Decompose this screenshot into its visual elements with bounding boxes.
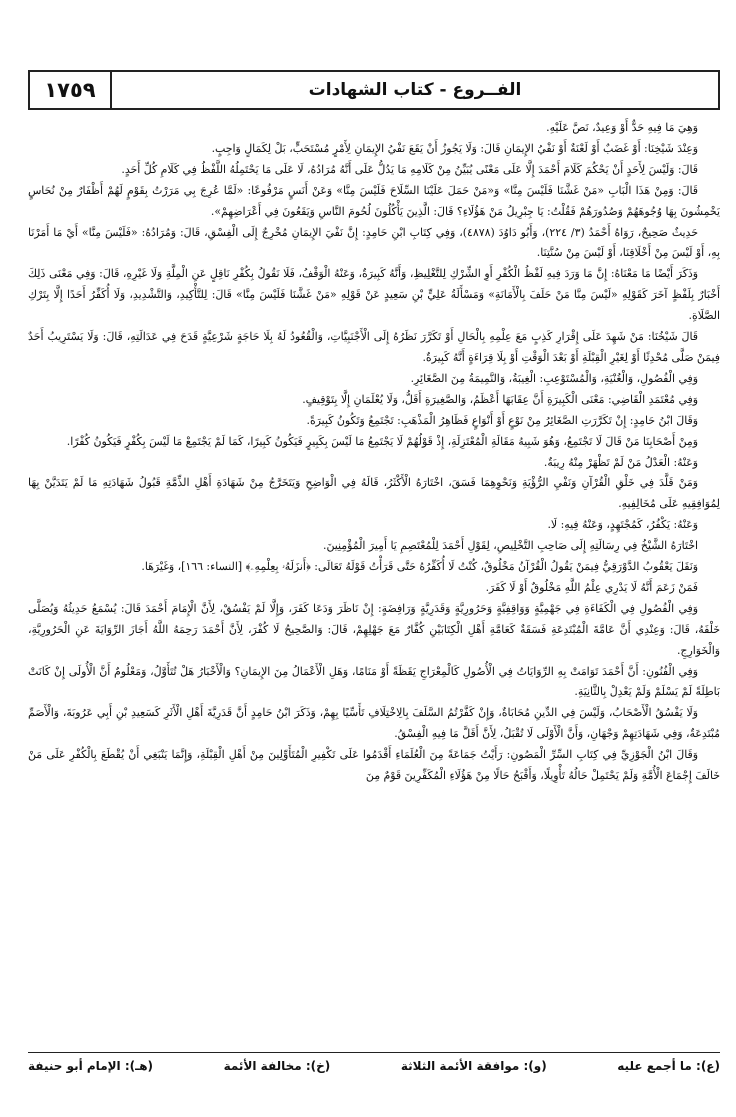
legend-disagreement: (خ): مخالفة الأئمة	[223, 1059, 331, 1073]
paragraph: اخْتَارَهُ الشَّيْخُ فِي رِسَالَتِهِ إِلَى صَاحِبِ التَّخْلِيصِ، لِقَوْلِ أَحْمَدَ لِلْمُعْتَصِمِ يَا أَمِيرَ الْمُؤْمِنِينَ.	[322, 539, 698, 553]
paragraph: وَعِنْدَ شَيْخِنَا: أَوْ غَضَبٌ أَوْ لَعْنَةٌ أَوْ نَفْيُ الإِيمَانِ قَالَ: وَلَا يَجُوزُ أَنْ يَقَعَ نَفْيُ الإِيمَانِ لِأَمْرٍ مُسْتَحَبٍّ، بَلْ لِكَمَالٍ وَاجِبٍ.	[211, 141, 698, 155]
paragraph: وَفِي الْفُصُولِ فِي الْكَفَاءَةِ فِي جَهْمِيَّةٍ وَوَاقِفِيَّةٍ وَحَرُورِيَّةٍ وَقَدَرِيَّةٍ وَرَافِضَةٍ: إِنْ نَاظَرَ وَدَعَا كَفَرَ، وَإِلَّا لَمْ يَفْسُقْ، لِأَنَّ الْإِمَامَ أَحْمَدَ قَالَ: يُسْمَعُ حَدِيثُهُ وَيُصَلَّى خَلْفَهُ، قَالَ: وَعِنْدِي أَنَّ عَامَّةَ الْمُبْتَدِعَةِ فَسَقَةٌ كَعَامَّةِ أَهْلِ الْكِتَابَيْنِ كُفَّارٌ مَعَ جَهْلِهِمْ، قَالَ: وَالصَّحِيحُ لَا كُفْرَ، لِأَنَّ أَحْمَدَ رَحِمَهُ اللَّهُ أَجَازَ الرِّوَايَةَ عَنِ الْحَرُورِيَّةِ، وَالْخَوَارِجِ.	[28, 601, 720, 657]
footer-legend	[28, 1059, 720, 1081]
running-title: الفــروع - كتاب الشهادات	[308, 80, 522, 100]
paragraph: قَالَ: وَلَيْسَ لِأَحَدٍ أَنْ يَحْكُمَ كَلَامَ أَحْمَدَ إِلَّا عَلَى مَعْنًى يُبَيِّنُ مِنْ كَلَامِهِ مَا يَدُلُّ عَلَى أَنَّهُ مُرَادُهُ، لَا عَلَى مَا يَحْتَمِلُهُ اللَّفْظُ فِي كَلَامِ كُلِّ أَحَدٍ.	[121, 162, 698, 176]
paragraph: وَقَالَ ابْنُ الْجَوْزِيِّ فِي كِتَابِ السِّرِّ الْمَصُونِ: رَأَيْتُ جَمَاعَةً مِنَ الْعُلَمَاءِ أَقْدَمُوا عَلَى تَكْفِيرِ الْمُتَأَوِّلِينَ مِنْ أَهْلِ الْقِبْلَةِ، وَإِنَّمَا يَنْبَغِي أَنْ يُقْطَعَ بِالْكُفْرِ عَلَى مَنْ خَالَفَ إِجْمَاعَ الْأُمَّةِ وَلَمْ يَحْتَمِلْ حَالُهُ تَأْوِيلًا، وَأَقْبَحُ حَالًا مِنْ هَؤُلَاءِ الْمُكَفِّرِينَ قَوْمٌ مِنَ	[28, 748, 720, 783]
paragraph: وَمَنْ قَلَّدَ فِي خَلْقِ الْقُرْآنِ وَنَفْيِ الرُّؤْيَةِ وَنَحْوِهِمَا فَسَقَ، اخْتَارَهُ الْأَكْثَرُ، قَالَهُ فِي الْوَاضِحِ وَيَتَخَرَّجُ مِنْ شَهَادَةِ أَهْلِ الذِّمَّةِ قَبُولُ شَهَادَتِهِ مَا لَمْ يَتَدَيَّنْ بِهَا لِمُوَافِقِيهِ عَلَى مُخَالِفِيهِ.	[28, 476, 720, 511]
paragraph: وَنَقَلَ يَعْقُوبُ الدَّوْرَقِيُّ فِيمَنْ يَقُولُ الْقُرْآنُ مَخْلُوقٌ، كُنْتُ لَا أُكَفِّرُهُ حَتَّى قَرَأْتُ قَوْلَهُ تَعَالَى: ﴿أَنزَلَهُۥ بِعِلْمِهِۦ﴾ [النساء: ١٦٦]، وَغَيْرَهَا.	[141, 560, 698, 574]
paragraph: وَفِي الْفُصُولِ، وَالْغُنْيَةِ، وَالْمُسْتَوْعِبِ: الْغِيبَةُ، وَالنَّمِيمَةُ مِنَ الصَّغَائِرِ.	[410, 371, 698, 385]
legend-consensus: (ع): ما أجمع عليه	[617, 1059, 720, 1073]
paragraph: وَفِي الْفُنُونِ: أَنَّ أَحْمَدَ تَوَامَتْ بِهِ الرِّوَايَاتُ فِي الْأُصُولِ كَالْمِعْرَاجِ يَقَظَةً أَوْ مَنَامًا، وَهَلِ الْأَعْمَالُ مِنَ الإِيمَانِ؟ وَالْأَخْبَارُ هَلْ تُتَأَوَّلُ، وَمَعْلُومٌ أَنَّ الْأُولَى إِنْ كَانَتْ بَاطِلَةً لَمْ يَسْلَمْ وَلَمْ يَعْدِلْ بِالثَّانِيَةِ.	[28, 664, 720, 699]
main-text	[28, 118, 720, 1034]
footer-divider	[28, 1052, 720, 1053]
page-header	[28, 70, 720, 110]
paragraph: وَهِيَ مَا فِيهِ حَدٌّ أَوْ وَعِيدٌ، نَصَّ عَلَيْهِ.	[546, 121, 698, 134]
paragraph: وَلَا يَفْسُقُ الْأَصْحَابُ، وَلَيْسَ فِي الدِّينِ مُحَابَاةٌ، وَإِنْ كَفَّرْتُمُ السَّلَفَ بِالِاخْتِلَافِ تَأَسِّيًا بِهِمْ، وَذَكَرَ ابْنُ حَامِدٍ أَنَّ قَدَرِيَّةَ أَهْلِ الْأَثَرِ كَسَعِيدِ بْنِ أَبِي عَرُوبَةَ، وَالْأَصَمِّ مُبْتَدِعَةٌ، وَفِي شَهَادَتِهِمْ وَجْهَانِ، وَأَنَّ الْأَوْلَى لَا تُقْبَلُ، لِأَنَّ أَقَلَّ مَا فِيهِ الْفِسْقُ.	[28, 706, 720, 741]
paragraph: وَقَالَ ابْنُ حَامِدٍ: إِنْ تَكَرَّرَتِ الصَّغَائِرُ مِنْ نَوْعٍ أَوْ أَنْوَاعٍ فَظَاهِرُ الْمَذْهَبِ: تَجْتَمِعُ وَتَكُونُ كَبِيرَةً.	[306, 413, 698, 427]
paragraph: قَالَ: وَمِنْ هَذَا الْبَابِ «مَنْ غَشَّنَا فَلَيْسَ مِنَّا» وَ«مَنْ حَمَلَ عَلَيْنَا السِّلَاحَ فَلَيْسَ مِنَّا» وَعَنْ أَنَسٍ مَرْفُوعًا: «لَمَّا عُرِجَ بِي مَرَرْتُ بِقَوْمٍ لَهُمْ أَظْفَارٌ مِنْ نُحَاسٍ يَخْمِشُونَ بِهَا وُجُوهَهُمْ وَصُدُورَهُمْ فَقُلْتُ: يَا جِبْرِيلُ مَنْ هَؤُلَاءِ؟ قَالَ: الَّذِينَ يَأْكُلُونَ لُحُومَ النَّاسِ وَيَقَعُونَ فِي أَعْرَاضِهِمْ».	[28, 183, 720, 218]
legend-three-imams: (و): موافقة الأئمة الثلاثة	[400, 1059, 547, 1073]
paragraph: وَعَنْهُ: الْعَدْلُ مَنْ لَمْ تَظْهَرْ مِنْهُ رِيبَةٌ.	[543, 455, 698, 469]
paragraph: وَمِنْ أَصْحَابِنَا مَنْ قَالَ لَا تَجْتَمِعُ، وَهُوَ شَبِيهُ مَقَالَةِ الْمُعْتَزِلَةِ، إِذْ قَوْلُهُمْ لَا يَجْتَمِعُ مَا لَيْسَ بِكَبِيرٍ فَيَكُونُ كَبِيرًا، كَمَا لَمْ يَجْتَمِعْ مَا لَيْسَ بِكُفْرٍ فَيَكُونُ كُفْرًا.	[66, 434, 698, 448]
page-number: ١٧٥٩	[30, 72, 112, 108]
legend-abu-hanifa: (هـ): الإمام أبو حنيفة	[28, 1059, 154, 1073]
paragraph: وَفِي مُعْتَمَدِ الْقَاضِي: مَعْنَى الْكَبِيرَةِ أَنَّ عِقَابَهَا أَعْظَمُ، وَالصَّغِيرَةِ أَقَلُّ، وَلَا يُعْلَمَانِ إِلَّا بِتَوْقِيفٍ.	[302, 392, 698, 406]
paragraph: حَدِيثٌ صَحِيحٌ، رَوَاهُ أَحْمَدُ (٣/ ٢٢٤)، وَأَبُو دَاوُدَ (٤٨٧٨)، وَفِي كِتَابِ ابْنِ حَامِدٍ: إِنَّ نَفْيَ الإِيمَانِ مُخْرِجٌ إِلَى الْفِسْقِ، قَالَ: وَمُرَادُهُ: «فَلَيْسَ مِنَّا» أَيْ مَا أَمَرْنَا بِهِ، أَوْ لَيْسَ مِنْ أَخْلَاقِنَا، أَوْ لَيْسَ مِنْ سُنَّتِنَا.	[28, 225, 720, 260]
paragraph: قَالَ شَيْخُنَا: مَنْ شَهِدَ عَلَى إِقْرَارِ كَذِبٍ مَعَ عِلْمِهِ بِالْحَالِ أَوْ تَكَرَّرَ نَظَرُهُ إِلَى الْأَجْنَبِيَّاتِ، وَالْقُعُودُ لَهُ بِلَا حَاجَةٍ شَرْعِيَّةٍ قَدَحَ فِي عَدَالَتِهِ، قَالَ: وَلَا يَسْتَرِيبُ أَحَدٌ فِيمَنْ صَلَّى مُحْدِثًا أَوْ لِغَيْرِ الْقِبْلَةِ أَوْ بَعْدَ الْوَقْتِ أَوْ بِلَا قِرَاءَةٍ أَنَّهُ كَبِيرَةٌ.	[28, 330, 720, 364]
paragraph: وَعَنْهُ: يَكْفُرُ، كَمُجْتَهِدٍ، وَعَنْهُ فِيهِ: لَا.	[547, 518, 698, 532]
paragraph: فَمَنْ زَعَمَ أَنَّهُ لَا يَدْرِي عِلْمُ اللَّهِ مَخْلُوقٌ أَوْ لَا كَفَرَ.	[485, 580, 698, 594]
paragraph: وَذَكَرَ أَيْضًا مَا مَعْنَاهُ: إِنَّ مَا وَرَدَ فِيهِ لَفْظُ الْكُفْرِ أَوِ الشِّرْكِ لِلتَّغْلِيظِ، وَأَنَّهُ كَبِيرَةٌ، وَعَنْهُ الْوَقْفُ، فَلَا نَقُولُ بِكُفْرِ نَاقِلٍ عَنِ الْمِلَّةِ وَلَا غَيْرِهِ، قَالَ: وَفِي مَعْنَى ذَلِكَ أَخْبَارٌ بِلَفْظٍ آخَرَ كَقَوْلِهِ «لَيْسَ مِنَّا مَنْ حَلَفَ بِالْأَمَانَةِ» وَمَسْأَلَةُ عَلِيٍّ بْنِ سَعِيدٍ عَنْ قَوْلِهِ «مَنْ غَشَّنَا فَلَيْسَ مِنَّا» قَالَ: لِلتَّأْكِيدِ، وَالتَّشْدِيدِ، وَلَا أُكَفِّرُ أَحَدًا إِلَّا بِتَرْكِ الصَّلَاةِ.	[28, 267, 720, 323]
